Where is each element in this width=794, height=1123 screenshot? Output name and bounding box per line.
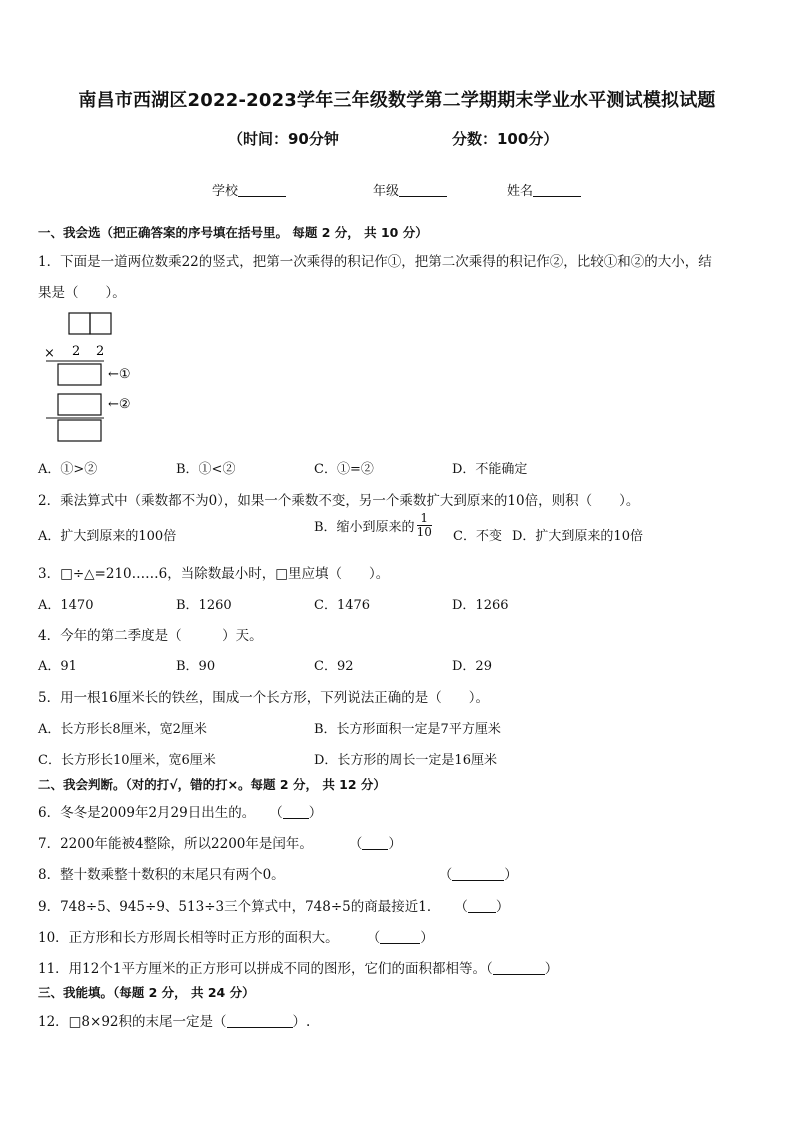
q3-option-a[interactable]: A．1470	[38, 598, 94, 613]
q12-answer-blank[interactable]	[227, 1015, 293, 1028]
q11-answer-blank[interactable]	[493, 962, 545, 975]
q8-item	[38, 863, 518, 883]
q10-item	[38, 926, 434, 946]
q4-option-c[interactable]: C．92	[314, 659, 354, 674]
q10-paren-close: ）	[420, 930, 434, 946]
q1-product-box-1	[58, 364, 101, 385]
exam-score: 分数：100分）	[452, 130, 559, 148]
q7-item	[38, 832, 402, 852]
q9-paren-close: ）	[495, 899, 510, 915]
q1-digit-tens: 2	[72, 344, 81, 359]
grade-label: 年级	[373, 184, 400, 199]
grade-blank[interactable]	[399, 183, 447, 197]
q6-paren-open: （	[269, 805, 283, 821]
q9-answer-blank[interactable]	[468, 900, 496, 913]
q7-paren-close: ）	[388, 836, 402, 852]
name-label: 姓名	[507, 184, 534, 199]
q11-paren-close: ）	[544, 961, 559, 977]
q3-option-d[interactable]: D．1266	[452, 598, 509, 613]
q2-text: 2．乘法算式中（乘数都不为0），如果一个乘数不变，另一个乘数扩大到原来的10倍，则积（ ）。	[38, 493, 640, 509]
q6-answer-blank[interactable]	[283, 806, 309, 819]
page-title: 南昌市西湖区2022-2023学年三年级数学第二学期期末学业水平测试模拟试题	[78, 90, 716, 111]
q1-option-d[interactable]: D．不能确定	[452, 462, 528, 477]
name-blank[interactable]	[533, 183, 581, 197]
exam-time: （时间：90分钟	[228, 130, 339, 148]
q1-text-line1: 1．下面是一道两位数乘22的竖式，把第一次乘得的积记作①，把第二次乘得的积记作②，比较①和②的大小，结	[38, 254, 712, 270]
q2-option-b[interactable]	[314, 512, 434, 539]
section2-heading: 二、我会判断。（对的打√，错的打×。每题 2 分， 共 12 分）	[38, 777, 386, 792]
q1-option-c[interactable]: C．①=②	[314, 462, 374, 477]
q2-option-d[interactable]: D．扩大到原来的10倍	[512, 529, 643, 544]
q11-item	[38, 957, 558, 977]
q2-option-b-label: B．缩小到原来的	[314, 520, 415, 535]
q5-option-b[interactable]: B．长方形面积一定是7平方厘米	[314, 722, 501, 737]
q8-paren-open: （	[438, 867, 453, 883]
q4-option-d[interactable]: D．29	[452, 659, 492, 674]
school-blank[interactable]	[238, 183, 286, 197]
q4-option-a[interactable]: A．91	[38, 659, 77, 674]
q1-option-a[interactable]: A．①>②	[38, 462, 98, 477]
q8-text: 8．整十数乘整十数积的末尾只有两个0。	[38, 867, 285, 883]
q2-option-c[interactable]: C．不变	[453, 529, 502, 544]
q3-text: 3．□÷△=210……6，当除数最小时，□里应填（ ）。	[38, 566, 390, 582]
q12-text: 12．□8×92积的末尾一定是（	[38, 1014, 227, 1030]
q11-paren-open: （	[485, 961, 493, 977]
q8-answer-blank[interactable]	[452, 868, 504, 881]
section3-heading: 三、我能填。（每题 2 分， 共 24 分）	[38, 985, 255, 1000]
q2-fraction-numerator: 1	[417, 512, 432, 526]
q5-text: 5．用一根16厘米长的铁丝，围成一个长方形，下列说法正确的是（ ）。	[38, 690, 490, 706]
q6-text: 6．冬冬是2009年2月29日出生的。	[38, 805, 256, 821]
q3-option-b[interactable]: B．1260	[176, 598, 232, 613]
school-field[interactable]	[212, 180, 286, 199]
q2-fraction-denominator: 10	[416, 525, 432, 539]
q9-item	[38, 895, 509, 915]
q12-item	[38, 1010, 310, 1030]
q5-option-d[interactable]: D．长方形的周长一定是16厘米	[314, 753, 497, 768]
q1-product-box-2	[58, 394, 101, 415]
name-field[interactable]	[507, 180, 581, 199]
q12-text-end: ）.	[292, 1014, 311, 1030]
q7-paren-open: （	[348, 836, 363, 852]
q5-option-a[interactable]: A．长方形长8厘米，宽2厘米	[38, 722, 207, 737]
q10-answer-blank[interactable]	[380, 931, 420, 944]
q2-fraction	[417, 512, 432, 539]
q1-tens-box	[69, 313, 90, 334]
q6-item	[38, 801, 322, 821]
q1-option-b[interactable]: B．①<②	[176, 462, 236, 477]
q7-text: 7．2200年能被4整除，所以2200年是闰年。	[38, 836, 313, 852]
q9-paren-open: （	[454, 899, 468, 915]
q10-paren-open: （	[366, 930, 381, 946]
q11-text: 11．用12个1平方厘米的正方形可以拼成不同的图形，它们的面积都相等。	[38, 961, 486, 977]
q4-text: 4．今年的第二季度是（ ）天。	[38, 628, 263, 644]
grade-field[interactable]	[373, 180, 447, 199]
q3-option-c[interactable]: C．1476	[314, 598, 371, 613]
q1-text-line2: 果是（ ）。	[38, 285, 126, 301]
school-label: 学校	[212, 184, 239, 199]
q10-text: 10．正方形和长方形周长相等时正方形的面积大。	[38, 930, 339, 946]
q7-answer-blank[interactable]	[362, 837, 388, 850]
q1-multiplication-figure	[40, 308, 160, 448]
q2-option-a[interactable]: A．扩大到原来的100倍	[38, 529, 177, 544]
q4-option-b[interactable]: B．90	[176, 659, 216, 674]
section1-heading: 一、我会选（把正确答案的序号填在括号里。 每题 2 分， 共 10 分）	[38, 225, 428, 240]
q1-arrow-label-1: ←①	[108, 367, 131, 382]
q1-digit-ones: 2	[96, 344, 105, 359]
q1-multiply-sign: ×	[44, 346, 55, 361]
q1-sum-box	[58, 420, 101, 441]
q1-arrow-label-2: ←②	[108, 397, 131, 412]
q1-ones-box	[90, 313, 111, 334]
q6-paren-close: ）	[308, 805, 323, 821]
q8-paren-close: ）	[504, 867, 518, 883]
q5-option-c[interactable]: C．长方形长10厘米，宽6厘米	[38, 753, 216, 768]
q9-text: 9．748÷5、945÷9、513÷3三个算式中，748÷5的商最接近1．	[38, 899, 441, 915]
